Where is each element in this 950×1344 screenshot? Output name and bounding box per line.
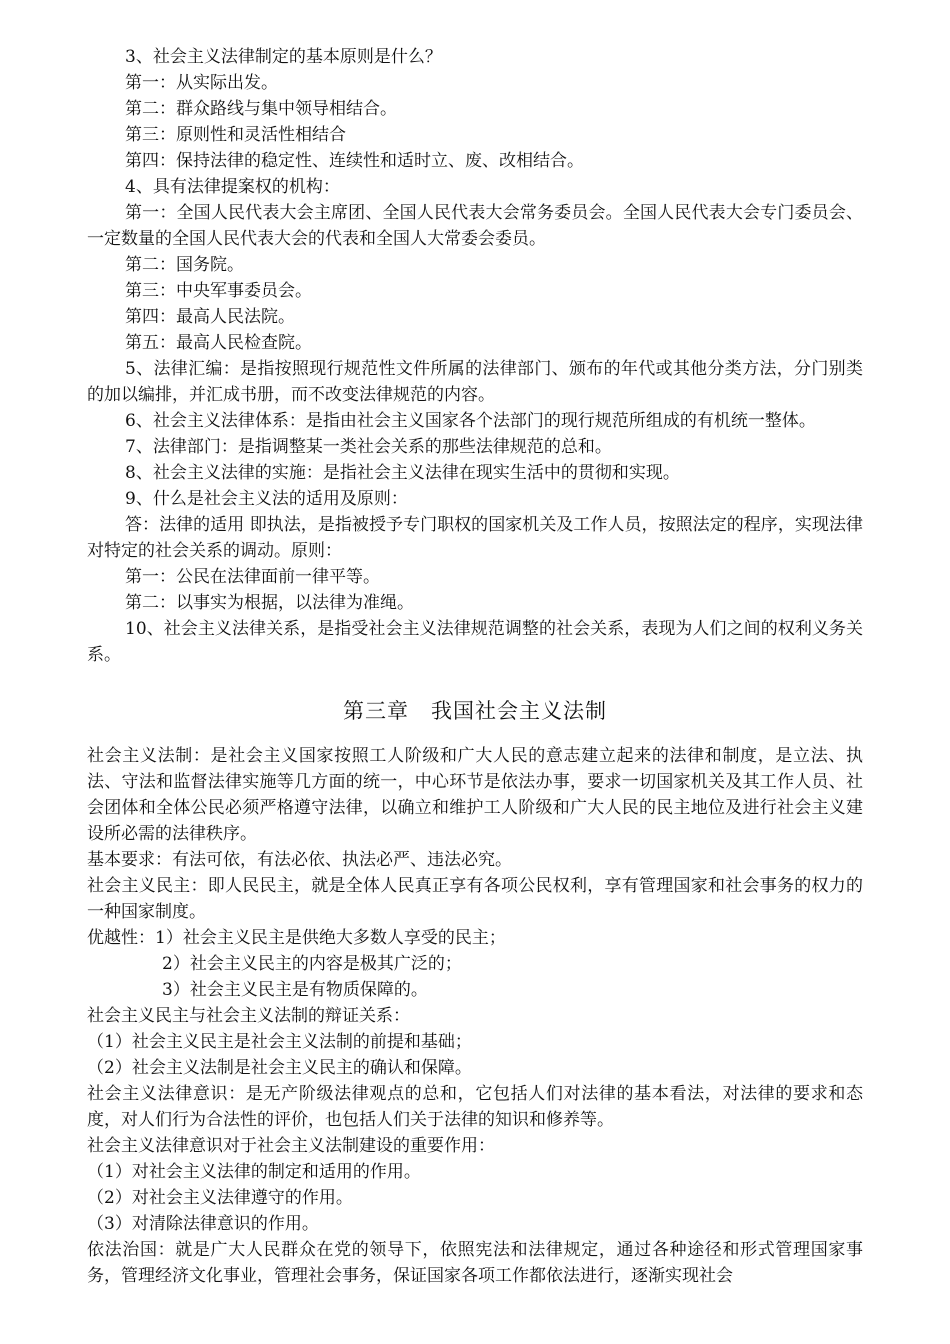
question-9-heading: 9、什么是社会主义法的适用及原则： [125, 489, 408, 509]
list-item: （1）社会主义民主是社会主义法制的前提和基础； [87, 1032, 472, 1052]
list-item: （1）对社会主义法律的制定和适用的作用。 [87, 1162, 421, 1182]
question-3-heading: 3、社会主义法律制定的基本原则是什么？ [125, 47, 442, 67]
paragraph: 第一：公民在法律面前一律平等。 [125, 567, 380, 587]
paragraph: 第四：最高人民法院。 [125, 307, 295, 327]
definition-8: 8、社会主义法律的实施：是指社会主义法律在现实生活中的贯彻和实现。 [125, 463, 680, 483]
paragraph: 第三：原则性和灵活性相结合 [125, 125, 346, 145]
question-4-heading: 4、具有法律提案权的机构： [125, 177, 340, 197]
chapter-title: 第三章 我国社会主义法制 [343, 699, 607, 723]
paragraph: 第二：群众路线与集中领导相结合。 [125, 99, 397, 119]
list-item: 3）社会主义民主是有物质保障的。 [162, 980, 428, 1000]
definition-10: 10、社会主义法律关系，是指受社会主义法律规范调整的社会关系，表现为人们之间的权利义务关系。 [87, 619, 863, 665]
list-item: 2）社会主义民主的内容是极其广泛的； [162, 954, 462, 974]
list-item: （3）对清除法律意识的作用。 [87, 1214, 319, 1234]
list-heading: 优越性：1）社会主义民主是供绝大多数人享受的民主； [87, 928, 506, 948]
paragraph: 第二：以事实为根据，以法律为准绳。 [125, 593, 414, 613]
answer-paragraph: 答：法律的适用 即执法，是指被授予专门职权的国家机关及工作人员，按照法定的程序，实现法律对特定的社会关系的调动。原则： [87, 515, 863, 561]
definition-paragraph: 社会主义民主：即人民民主，就是全体人民真正享有各项公民权利，享有管理国家和社会事务的权力的一种国家制度。 [87, 876, 863, 922]
paragraph: 第三：中央军事委员会。 [125, 281, 312, 301]
list-item: （2）对社会主义法律遵守的作用。 [87, 1188, 353, 1208]
list-heading: 社会主义民主与社会主义法制的辩证关系： [87, 1006, 410, 1026]
document-body [87, 44, 863, 1289]
definition-5: 5、法律汇编：是指按照现行规范性文件所属的法律部门、颁布的年代或其他分类方法，分门别类的加以编排，并汇成书册，而不改变法律规范的内容。 [87, 359, 863, 405]
list-item: （2）社会主义法制是社会主义民主的确认和保障。 [87, 1058, 472, 1078]
definition-6: 6、社会主义法律体系：是指由社会主义国家各个法部门的现行规范所组成的有机统一整体。 [125, 411, 816, 431]
definition-paragraph: 依法治国：就是广大人民群众在党的领导下，依照宪法和法律规定，通过各种途径和形式管理国家事务，管理经济文化事业，管理社会事务，保证国家各项工作都依法进行，逐渐实现社会 [87, 1240, 863, 1286]
definition-paragraph: 社会主义法制：是社会主义国家按照工人阶级和广大人民的意志建立起来的法律和制度，是立法、执法、守法和监督法律实施等几方面的统一，中心环节是依法办事，要求一切国家机关及其工作人员、社会团体和全体公民必须严格遵守法律，以确立和维护工人阶级和广大人民的民主地位及进行社会主义建设所必需的法律秩序。 [87, 746, 863, 844]
definition-paragraph: 社会主义法律意识：是无产阶级法律观点的总和，它包括人们对法律的基本看法，对法律的要求和态度，对人们行为合法性的评价，也包括人们关于法律的知识和修养等。 [87, 1084, 863, 1130]
paragraph: 第一：从实际出发。 [125, 73, 278, 93]
paragraph: 第二：国务院。 [125, 255, 244, 275]
list-heading: 社会主义法律意识对于社会主义法制建设的重要作用： [87, 1136, 495, 1156]
paragraph: 第四：保持法律的稳定性、连续性和适时立、废、改相结合。 [125, 151, 584, 171]
paragraph: 第五：最高人民检查院。 [125, 333, 312, 353]
paragraph: 基本要求：有法可依，有法必依、执法必严、违法必究。 [87, 850, 512, 870]
paragraph: 第一：全国人民代表大会主席团、全国人民代表大会常务委员会。全国人民代表大会专门委员会、一定数量的全国人民代表大会的代表和全国人大常委会委员。 [87, 203, 863, 249]
definition-7: 7、法律部门：是指调整某一类社会关系的那些法律规范的总和。 [125, 437, 612, 457]
